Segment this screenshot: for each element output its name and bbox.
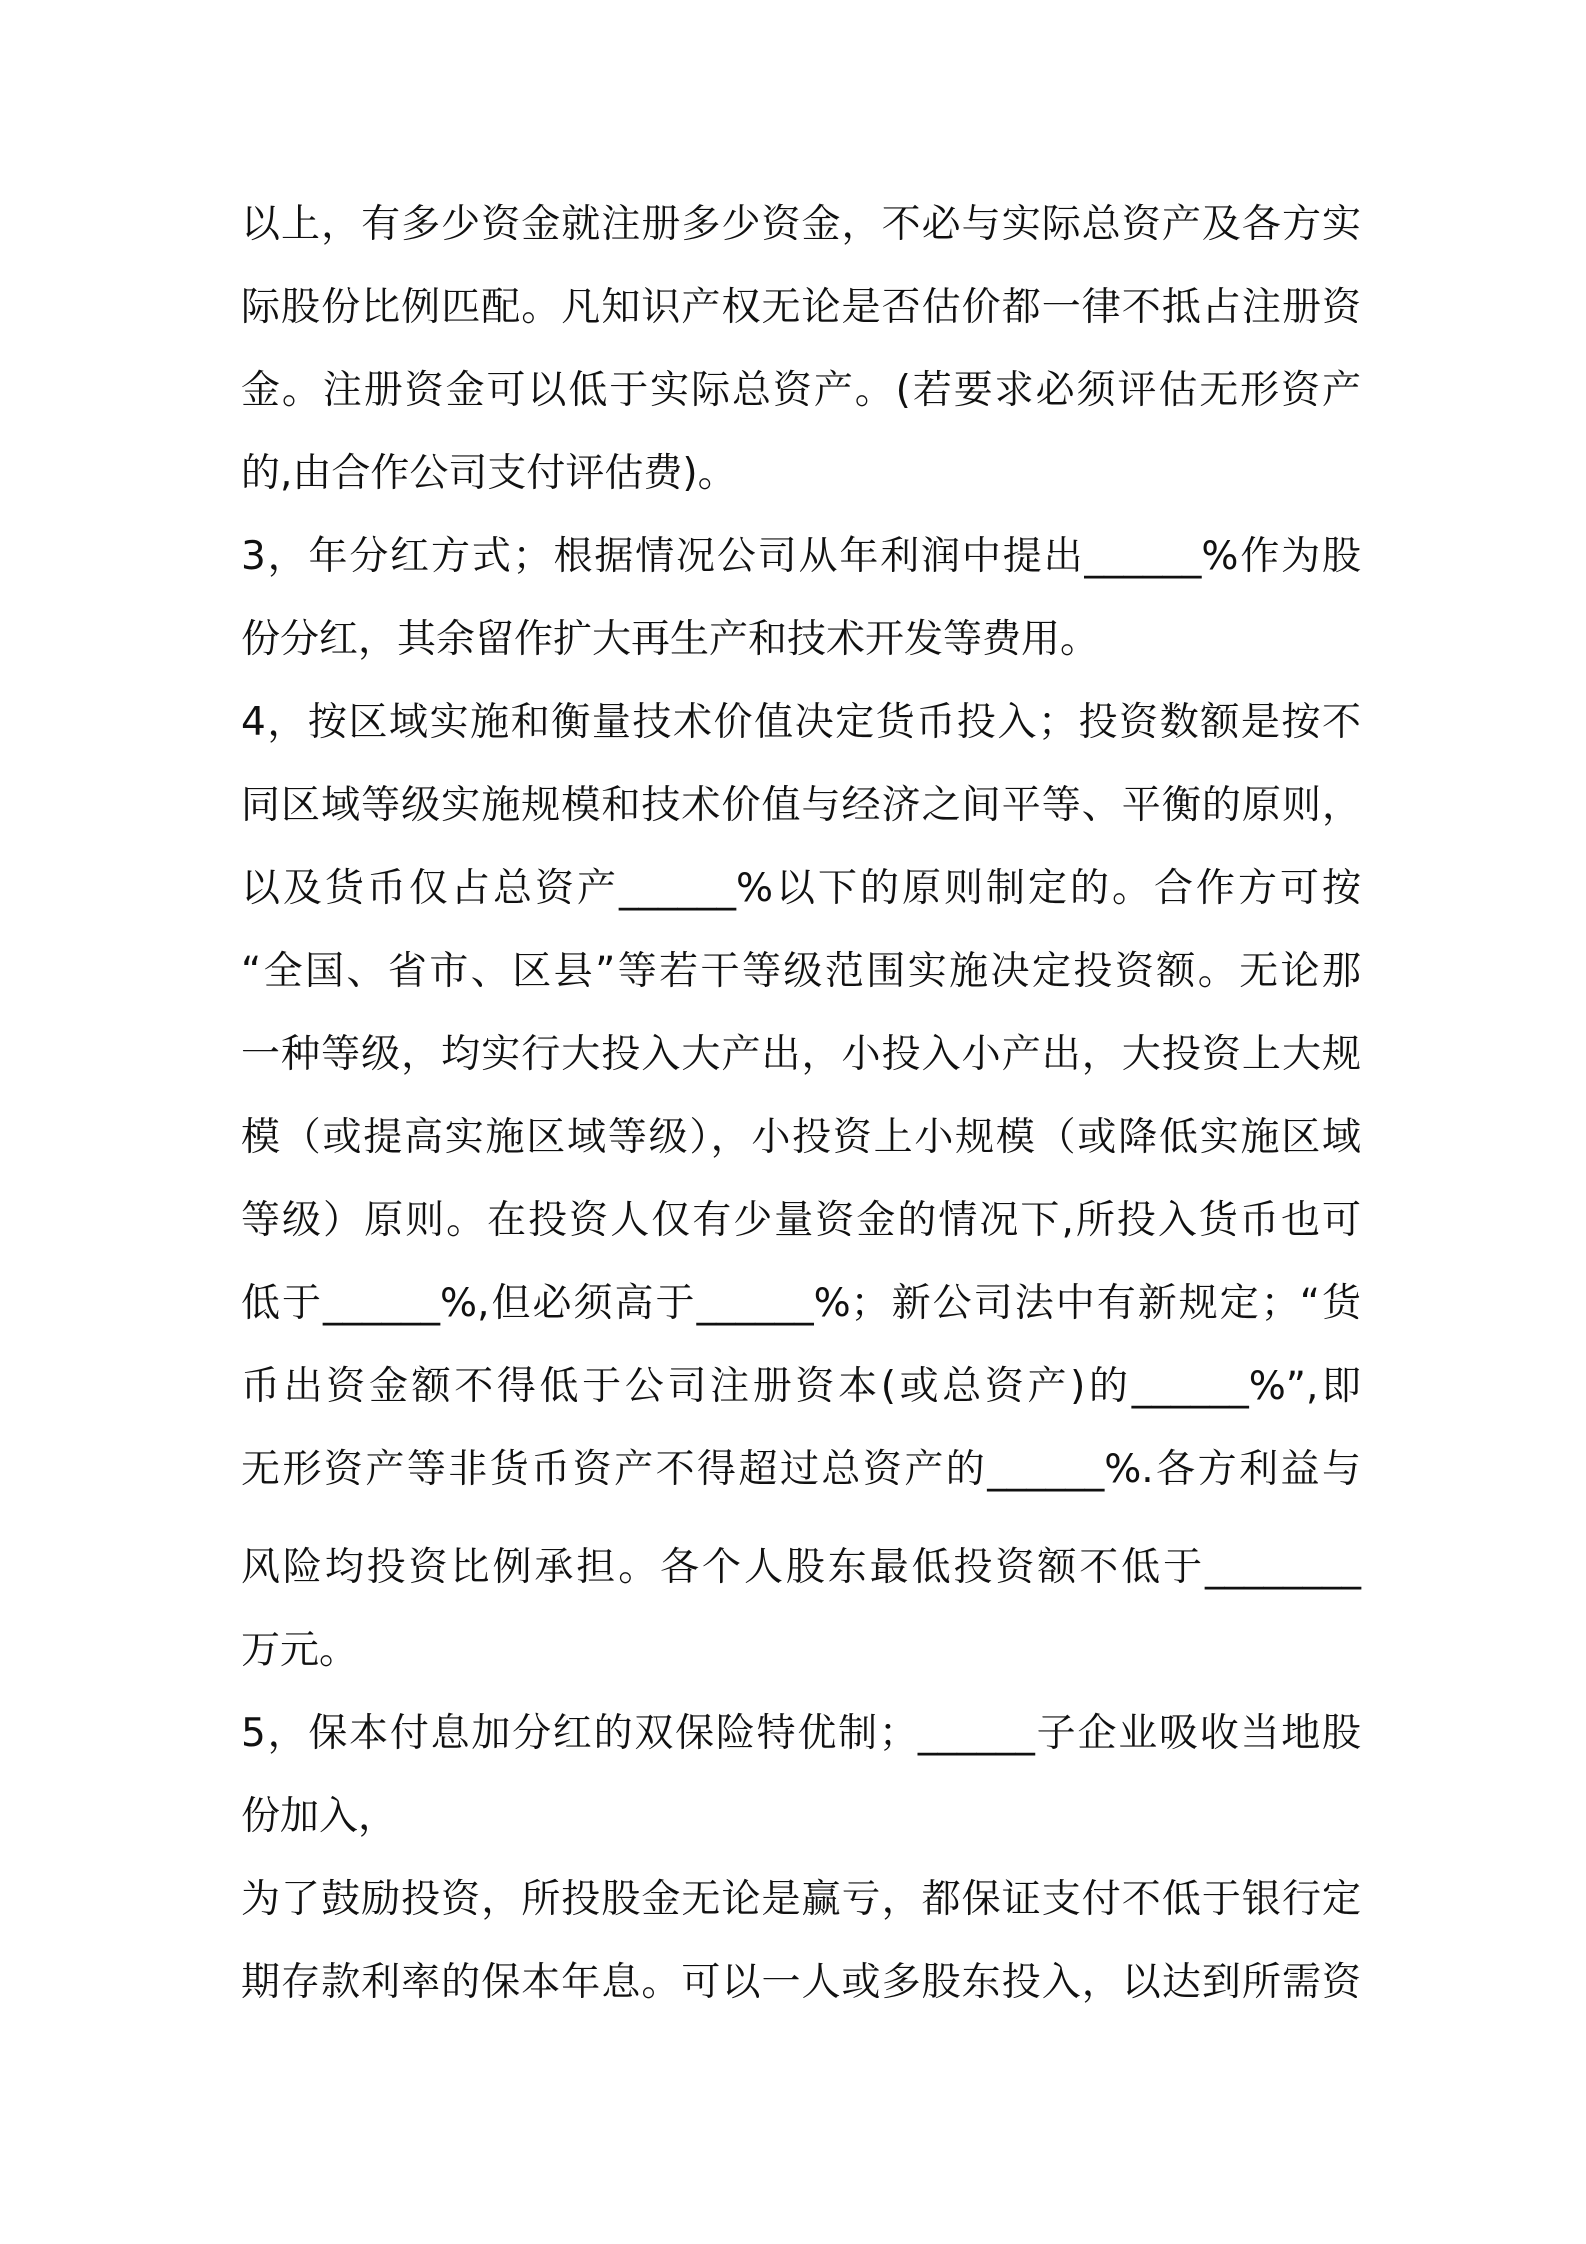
text-line: 份分红，其余留作扩大再生产和技术开发等费用。 — [241, 617, 1100, 662]
text-line: “全国、省市、区县”等若干等级范围实施决定投资额。无论那 — [241, 949, 1361, 994]
text-line: 币出资金额不得低于公司注册资本(或总资产)的______%”,即 — [241, 1364, 1361, 1409]
text-line: 无形资产等非货币资产不得超过总资产的______%.各方利益与 — [241, 1447, 1361, 1492]
text-line: 5，保本付息加分红的双保险特优制；______子企业吸收当地股 — [241, 1711, 1361, 1756]
text-line: 际股份比例匹配。凡知识产权无论是否估价都一律不抵占注册资 — [241, 285, 1361, 330]
text-line: 模（或提高实施区域等级），小投资上小规模（或降低实施区域 — [241, 1115, 1361, 1160]
text-line: 以及货币仅占总资产______%以下的原则制定的。合作方可按 — [241, 866, 1361, 911]
text-line: 万元。 — [241, 1628, 359, 1673]
text-line: 3，年分红方式；根据情况公司从年利润中提出______%作为股 — [241, 534, 1361, 579]
text-line: 低于______%,但必须高于______%；新公司法中有新规定；“货 — [241, 1281, 1361, 1326]
text-line: 同区域等级实施规模和技术价值与经济之间平等、平衡的原则， — [241, 783, 1361, 828]
text-line: 金。注册资金可以低于实际总资产。(若要求必须评估无形资产 — [241, 368, 1361, 413]
text-line: 为了鼓励投资，所投股金无论是赢亏，都保证支付不低于银行定 — [241, 1877, 1361, 1922]
text-line: 风险均投资比例承担。各个人股东最低投资额不低于________ — [241, 1545, 1361, 1590]
text-line: 4，按区域实施和衡量技术价值决定货币投入；投资数额是按不 — [241, 700, 1361, 745]
text-line: 的,由合作公司支付评估费)。 — [241, 451, 737, 496]
text-line: 份加入， — [241, 1794, 398, 1839]
text-line: 期存款利率的保本年息。可以一人或多股东投入，以达到所需资 — [241, 1960, 1361, 2005]
text-line: 一种等级，均实行大投入大产出，小投入小产出，大投资上大规 — [241, 1032, 1361, 1077]
text-line: 以上，有多少资金就注册多少资金，不必与实际总资产及各方实 — [241, 202, 1361, 247]
text-line: 等级）原则。在投资人仅有少量资金的情况下,所投入货币也可 — [241, 1198, 1361, 1243]
